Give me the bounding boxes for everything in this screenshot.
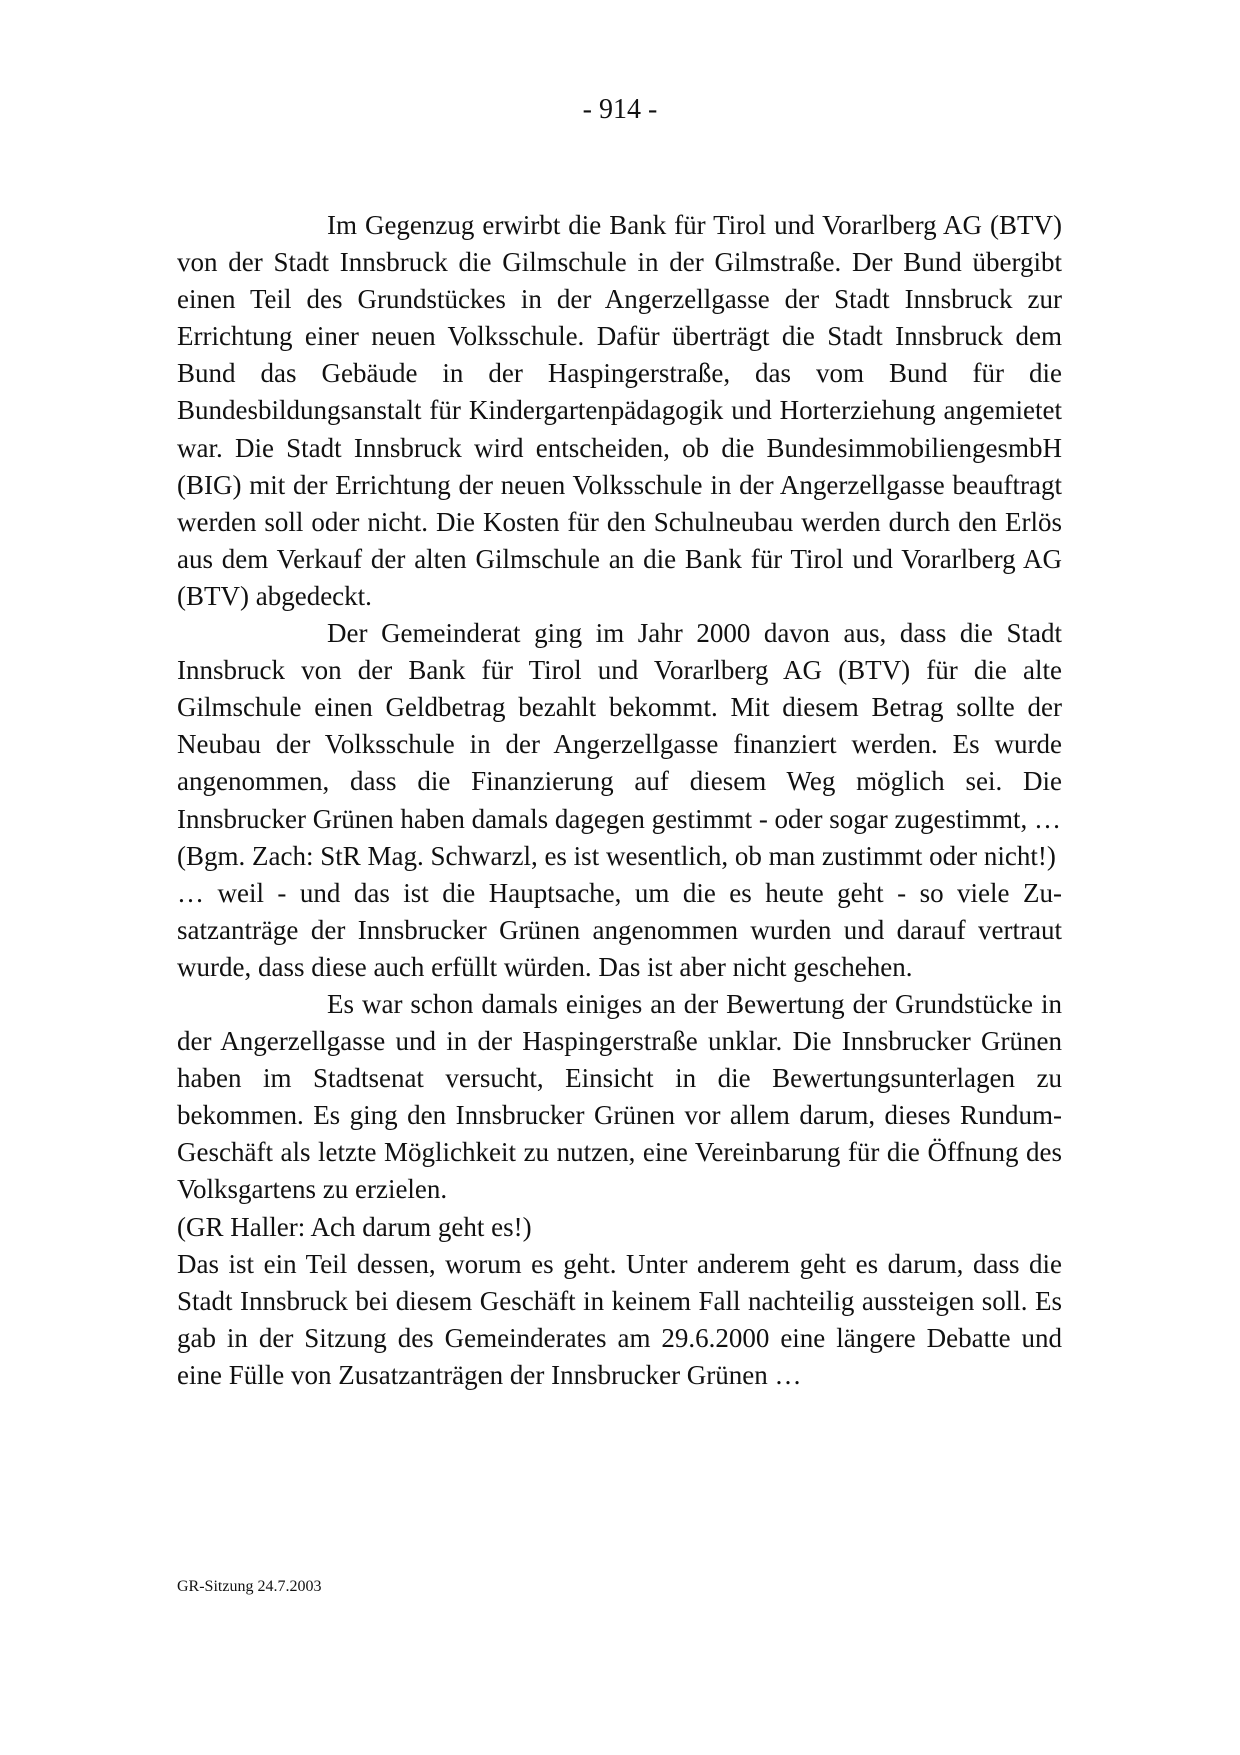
paragraph-council-2000: Der Gemeinderat ging im Jahr 2000 davon aus, dass die Stadt Innsbruck von der Bank für Tirol und Vorarlberg AG (BTV) für die alte Gilmschule einen Geldbetrag bezahlt bekommt. Mit diesem Betrag sollte der Neubau der Volksschule in der Angerzellgasse finanziert werden. Es wurde angenommen, dass die Finanzierung auf diesem Weg möglich sei. Die Innsbrucker Grünen haben damals dagegen gestimmt - oder sogar zugestimmt, … [177, 618, 1062, 834]
document-body [177, 207, 1062, 1394]
paragraph-valuation: Es war schon damals einiges an der Bewertung der Grundstücke in der Angerzellgasse und in der Haspingerstraße unklar. Die Innsbrucker Grünen haben im Stadtsenat versucht, Einsicht in die Bewertungsunterlagen zu bekommen. Es ging den Innsbrucker Grünen vor allem darum, dieses Rundum-Geschäft als letzte Möglichkeit zu nutzen, eine Vereinbarung für die Öffnung des Volksgartens zu erzielen. [177, 988, 1062, 1205]
interjection-gr-haller: (GR Haller: Ach darum geht es!) [177, 1211, 532, 1242]
footer-session-date: GR-Sitzung 24.7.2003 [177, 1578, 322, 1595]
paragraph-continuation: … weil - und das ist die Hauptsache, um die es heute geht - so viele Zusatzanträge der Innsbrucker Grünen angenommen wurden und darauf vertraut wurde, dass diese auch erfüllt würden. Das ist aber nicht geschehen. [177, 877, 1062, 982]
paragraph-exchange-agreement: Im Gegenzug erwirbt die Bank für Tirol und Vorarlberg AG (BTV) von der Stadt Innsbruck die Gilmschule in der Gilmstraße. Der Bund übergibt einen Teil des Grundstückes in der Angerzellgasse der Stadt Innsbruck zur Errichtung einer neuen Volksschule. Dafür überträgt die Stadt Innsbruck dem Bund das Gebäude in der Haspingerstraße, das vom Bund für die Bundesbildungsanstalt für Kindergartenpädagogik und Horterziehung angemietet war. Die Stadt Innsbruck wird entscheiden, ob die BundesimmobiliengesmbH (BIG) mit der Errichtung der neuen Volksschule in der Angerzellgasse beauftragt werden soll oder nicht. Die Kosten für den Schulneubau werden durch den Erlös aus dem Verkauf der alten Gilmschule an die Bank für Tirol und Vorarlberg AG (BTV) abgedeckt. [177, 210, 1062, 611]
interjection-mayor-zach: (Bgm. Zach: StR Mag. Schwarzl, es ist wesentlich, ob man zustimmt oder nicht!) [177, 840, 1056, 871]
page-number: - 914 - [582, 94, 658, 125]
paragraph-debate: Das ist ein Teil dessen, worum es geht. Unter anderem geht es darum, dass die Stadt Innsbruck bei diesem Geschäft in keinem Fall nachteilig aussteigen soll. Es gab in der Sitzung des Gemeinderates am 29.6.2000 eine längere Debatte und eine Fülle von Zusatzanträgen der Innsbrucker Grünen … [177, 1248, 1062, 1390]
